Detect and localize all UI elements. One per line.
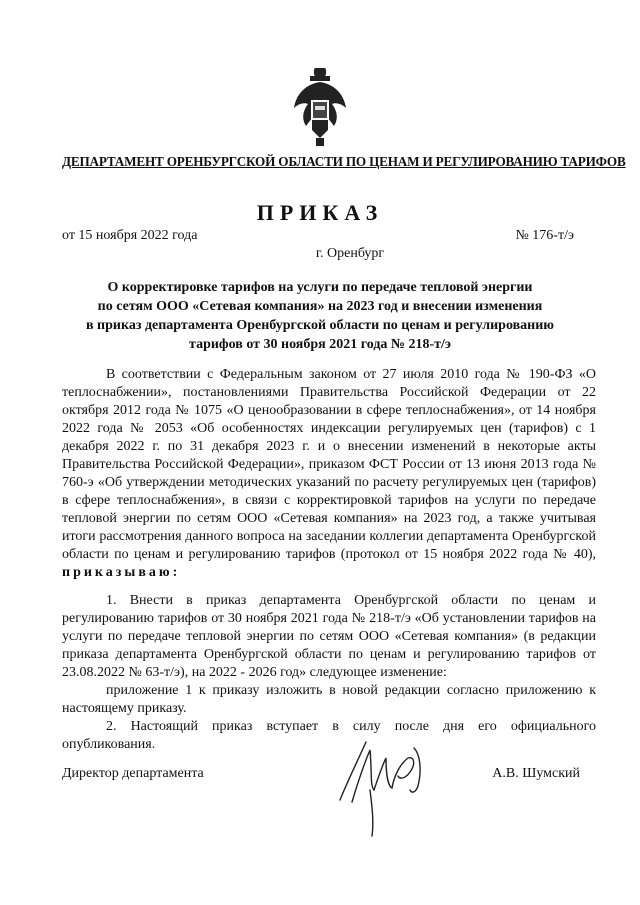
preamble-paragraph <box>62 366 596 582</box>
subject-line: в приказ департамента Оренбургской области по ценам и регулированию <box>85 318 554 333</box>
coat-of-arms-icon <box>292 68 348 146</box>
order-city: г. Оренбург <box>315 246 385 261</box>
subject-line: О корректировке тарифов на услуги по передаче тепловой энергии <box>107 280 533 295</box>
item-1-detail-paragraph: приложение 1 к приказу изложить в новой редакции согласно приложению к настоящему приказу. <box>62 683 596 716</box>
subject-line: тарифов от 30 ноября 2021 года № 218-т/э <box>189 337 451 352</box>
subject-line: по сетям ООО «Сетевая компания» на 2023 год и внесении изменения <box>97 299 543 314</box>
item-1-paragraph: 1. Внести в приказ департамента Оренбургской области по ценам и регулированию тарифов от 30 ноября 2021 года № 218-т/э «Об установлении тарифов на услуги по передаче тепловой энергии по сетям ООО «Сетевая компания» (в редакции приказа департамента Оренбургской области по ценам и регулированию тарифов от 23.08.2022 № 63-т/э), на 2022 - 2026 год» следующее изменение: <box>62 593 596 680</box>
order-subject <box>70 278 570 354</box>
department-name: ДЕПАРТАМЕНТ ОРЕНБУРГСКОЙ ОБЛАСТИ ПО ЦЕНАМ И РЕГУЛИРОВАНИЮ ТАРИФОВ <box>62 154 626 169</box>
signatory-name: А.В. Шумский <box>492 766 580 781</box>
document-title: ПРИКАЗ <box>256 200 384 225</box>
handwritten-signature-icon <box>330 730 440 840</box>
decree-word: приказываю: <box>62 565 181 580</box>
order-date: от 15 ноября 2022 года <box>62 228 198 243</box>
signatory-position: Директор департамента <box>62 766 204 781</box>
item-2-paragraph: 2. Настоящий приказ вступает в силу после дня его официального опубликования. <box>62 719 596 752</box>
preamble-text: В соответствии с Федеральным законом от 27 июля 2010 года № 190-ФЗ «О теплоснабжении», постановлениями Правительства Российской Федерации от 22 октября 2012 года № 1075 «О ценообразовании в сфере теплоснабжения», от 14 ноября 2022 года № 2053 «Об особенностях индексации регулируемых цен (тарифов) с 1 декабря 2022 г. по 31 декабря 2023 г. и о внесении изменений в некоторые акты Правительства Российской Федерации», приказом ФСТ России от 13 июня 2013 года № 760-э «Об утверждении методических указаний по расчету регулируемых цен (тарифов) в сфере теплоснабжения», в связи с корректировкой тарифов на услуги по передаче тепловой энергии по сетям ООО «Сетевая компания» на 2023 год, а также учитывая итоги рассмотрения данного вопроса на заседании коллегии департамента Оренбургской области по ценам и регулированию тарифов (протокол от 15 ноября 2022 года № 40), <box>62 367 596 562</box>
order-number: № 176-т/э <box>515 228 574 243</box>
